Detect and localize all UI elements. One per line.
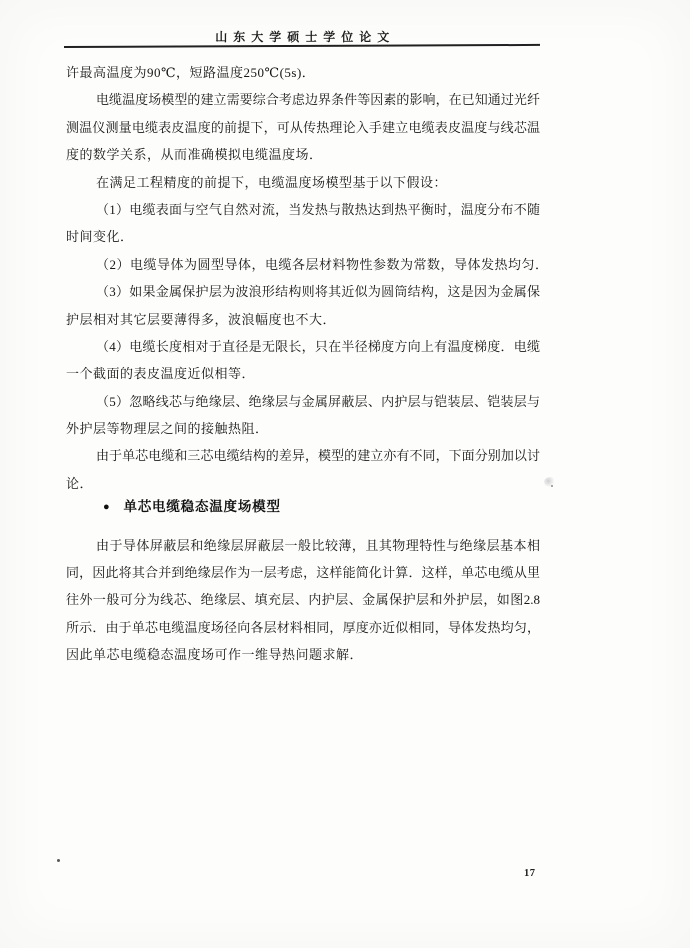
text-line: 电缆温度场模型的建立需要综合考虑边界条件等因素的影响，在已知通过光纤 <box>96 92 540 108</box>
text-line: 往外一般可分为线芯、绝缘层、填充层、内护层、金属保护层和外护层，如图2.8 <box>66 592 540 608</box>
page-number: 17 <box>524 868 536 879</box>
scan-smudge-dot <box>551 485 553 487</box>
text-line: 时间变化． <box>66 229 134 245</box>
text-line: 在满足工程精度的前提下，电缆温度场模型基于以下假设： <box>96 174 448 190</box>
text-line: 护层相对其它层要薄得多，波浪幅度也不大． <box>66 311 337 327</box>
running-head-title: 山 东 大 学 硕 士 学 位 论 文 <box>215 30 391 44</box>
text-line: 由于单芯电缆和三芯电缆结构的差异，模型的建立亦有不同，下面分别加以讨 <box>96 448 540 464</box>
section-heading-label: 单芯电缆稳态温度场模型 <box>123 499 281 515</box>
scan-speck <box>57 859 60 862</box>
text-line: 许最高温度为90℃，短路温度250℃(5s)． <box>66 65 316 80</box>
text-line: （3）如果金属保护层为波浪形结构则将其近似为圆筒结构，这是因为金属保 <box>96 284 540 300</box>
text-line: 度的数学关系，从而准确模拟电缆温度场． <box>66 147 323 163</box>
text-line: 同，因此将其合并到绝缘层作为一层考虑，这样能简化计算．这样，单芯电缆从里 <box>66 565 540 581</box>
text-line: （4）电缆长度相对于直径是无限长，只在半径梯度方向上有温度梯度．电缆 <box>96 338 540 354</box>
text-line: 外护层等物理层之间的接触热阻． <box>66 421 269 437</box>
text-line: （2）电缆导体为圆型导体，电缆各层材料物性参数为常数，导体发热均匀． <box>96 256 549 272</box>
text-line: 所示．由于单芯电缆温度场径向各层材料相同，厚度亦近似相同，导体发热均匀， <box>66 619 540 635</box>
page-body-text <box>66 59 549 669</box>
text-line: 测温仪测量电缆表皮温度的前提下，可从传热理论入手建立电缆表皮温度与线芯温 <box>66 119 540 135</box>
text-line: 由于导体屏蔽层和绝缘层屏蔽层一般比较薄，且其物理特性与绝缘层基本相 <box>96 537 540 553</box>
scan-smudge <box>544 477 556 487</box>
bullet-icon: ● <box>103 501 111 514</box>
section-heading <box>66 493 540 520</box>
text-line: 因此单芯电缆稳态温度场可作一维导热问题求解． <box>66 647 364 663</box>
text-line: （1）电缆表面与空气自然对流，当发热与散热达到热平衡时，温度分布不随 <box>96 201 540 217</box>
text-line: （5）忽略线芯与绝缘层、绝缘层与金属屏蔽层、内护层与铠装层、铠装层与 <box>96 393 540 409</box>
text-line: 论． <box>66 475 94 491</box>
text-line: 一个截面的表皮温度近似相等． <box>66 366 256 382</box>
